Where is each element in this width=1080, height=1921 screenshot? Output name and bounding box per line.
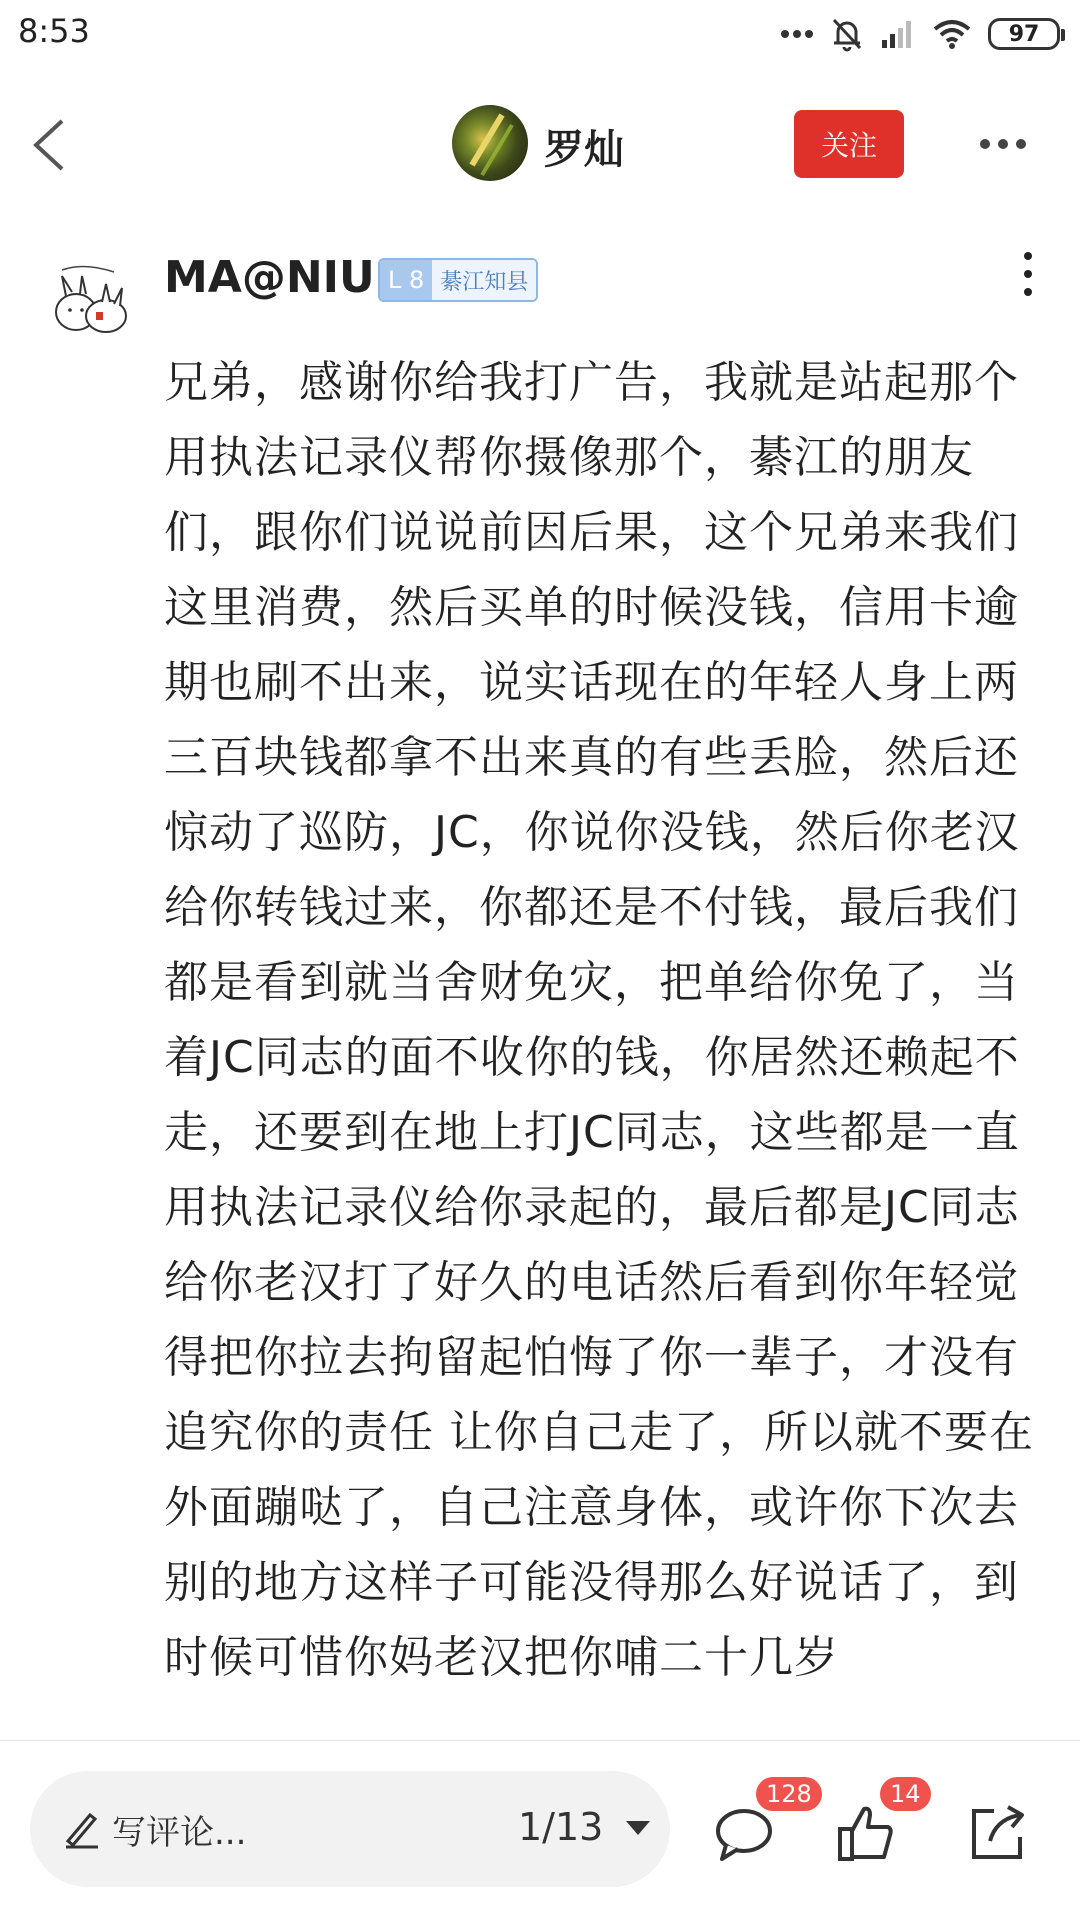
follow-button[interactable]: 关注 bbox=[794, 110, 904, 178]
level-badge bbox=[378, 258, 538, 302]
author-name[interactable]: 罗灿 bbox=[544, 127, 624, 173]
post-header bbox=[0, 70, 1080, 220]
level-number: L 8 bbox=[380, 260, 432, 300]
battery-level: 97 bbox=[1008, 21, 1040, 47]
level-title: 綦江知县 bbox=[432, 260, 536, 300]
signal-icon bbox=[880, 18, 916, 50]
commenter-avatar[interactable] bbox=[44, 254, 140, 350]
author-avatar[interactable] bbox=[452, 105, 528, 181]
page-indicator[interactable]: 1/13 bbox=[518, 1805, 604, 1849]
like-count-badge: 14 bbox=[880, 1777, 931, 1811]
comment-body: 兄弟，感谢你给我打广告，我就是站起那个用执法记录仪帮你摄像那个，綦江的朋友们，跟你们说说前因后果，这个兄弟来我们这里消费，然后买单的时候没钱，信用卡逾期也刷不出来，说实话现在的年轻人身上两三百块钱都拿不出来真的有些丢脸，然后还惊动了巡防，JC，你说你没钱，然后你老汉给你转钱过来，你都还是不付钱，最后我们都是看到就当舍财免灾，把单给你免了，当着JC同志的面不收你的钱，你居然还赖起不走，还要到在地上打JC同志，这些都是一直用执法记录仪给你录起的，最后都是JC同志给你老汉打了好久的电话然后看到你年轻觉得把你拉去拘留起怕悔了你一辈子，才没有追究你的责任 让你自己走了，所以就不要在外面蹦哒了，自己注意身体，或许你下次去别的地方这样子可能没得那么好说话了，到时候可惜你妈老汉把你哺二十几岁 bbox=[164, 357, 1034, 1683]
wifi-icon bbox=[932, 18, 972, 50]
status-bar bbox=[0, 0, 1080, 70]
more-options-icon[interactable] bbox=[980, 132, 1036, 156]
comment-bubble-icon[interactable] bbox=[712, 1801, 776, 1865]
back-arrow-icon[interactable] bbox=[24, 115, 84, 175]
status-time: 8:53 bbox=[18, 12, 90, 50]
comment-placeholder: 写评论... bbox=[112, 1813, 247, 1853]
commenter-name[interactable]: MA@NIU bbox=[164, 252, 375, 303]
share-icon[interactable] bbox=[966, 1801, 1030, 1865]
like-thumb-icon[interactable] bbox=[834, 1801, 898, 1865]
status-icons bbox=[780, 14, 1060, 54]
comment-count-badge: 128 bbox=[756, 1777, 822, 1811]
battery-icon bbox=[988, 18, 1060, 50]
bottom-action-bar bbox=[0, 1740, 1080, 1921]
mute-bell-icon bbox=[830, 16, 864, 52]
write-comment-input[interactable] bbox=[30, 1771, 670, 1887]
pencil-icon bbox=[60, 1807, 102, 1849]
more-dots-icon bbox=[780, 29, 814, 39]
comment-options-icon[interactable] bbox=[1018, 252, 1038, 296]
page-dropdown-icon[interactable] bbox=[626, 1821, 650, 1835]
